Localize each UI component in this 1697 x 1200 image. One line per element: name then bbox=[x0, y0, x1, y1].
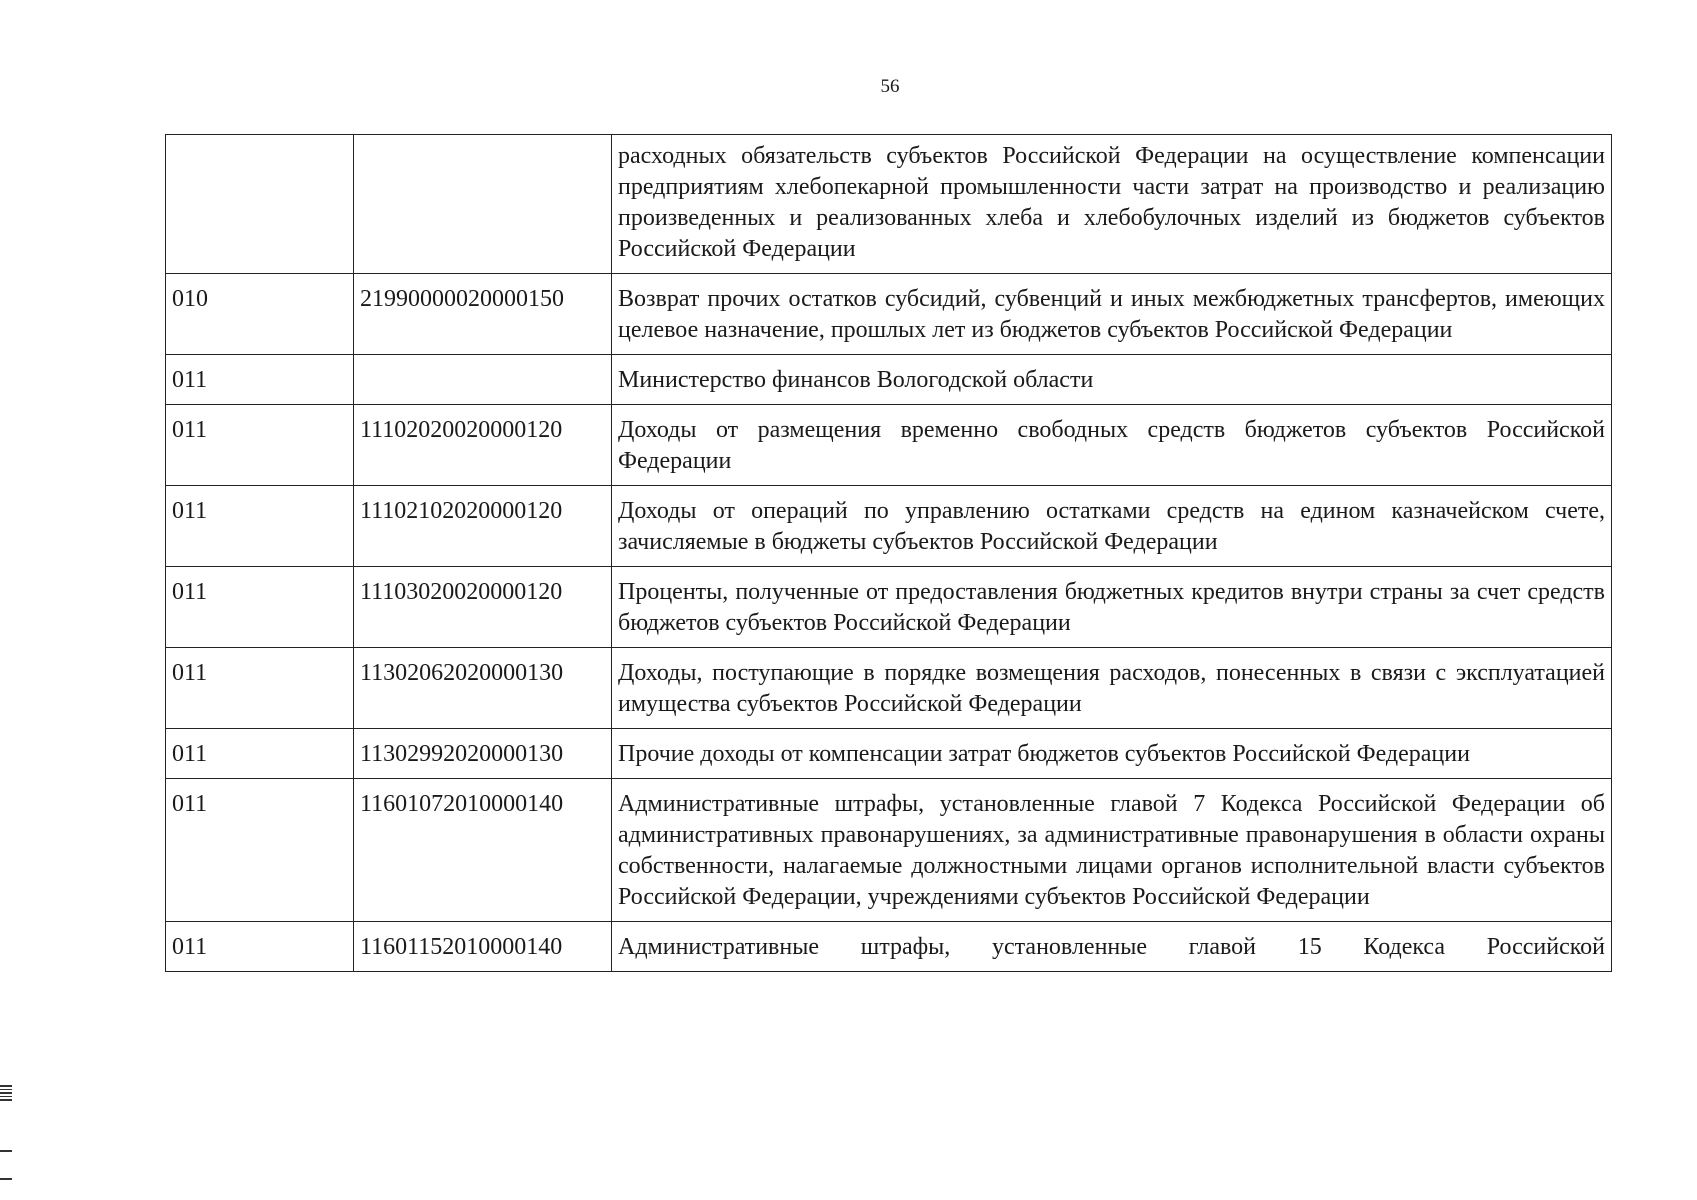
kbk-code-cell bbox=[354, 135, 612, 274]
revenue-name-cell: Возврат прочих остатков субсидий, субвенций и иных межбюджетных трансфертов, имеющих целевое назначение, прошлых лет из бюджетов субъектов Российской Федерации bbox=[612, 274, 1612, 355]
table-row bbox=[166, 135, 1612, 274]
admin-code-cell: 011 bbox=[166, 486, 354, 567]
kbk-code-cell bbox=[354, 355, 612, 405]
admin-code-cell: 011 bbox=[166, 729, 354, 779]
kbk-code-cell: 11601072010000140 bbox=[354, 779, 612, 922]
table-row bbox=[166, 274, 1612, 355]
admin-code-cell: 010 bbox=[166, 274, 354, 355]
revenue-name-cell: Доходы, поступающие в порядке возмещения расходов, понесенных в связи с эксплуатацией имущества субъектов Российской Федерации bbox=[612, 648, 1612, 729]
kbk-code-cell: 11102102020000120 bbox=[354, 486, 612, 567]
table-row bbox=[166, 779, 1612, 922]
revenue-name-cell: Министерство финансов Вологодской области bbox=[612, 355, 1612, 405]
admin-code-cell: 011 bbox=[166, 779, 354, 922]
admin-code-cell: 011 bbox=[166, 648, 354, 729]
table-row bbox=[166, 567, 1612, 648]
table-row bbox=[166, 355, 1612, 405]
scan-edge-mark bbox=[0, 1178, 12, 1180]
table-row bbox=[166, 729, 1612, 779]
admin-code-cell: 011 bbox=[166, 355, 354, 405]
revenue-name-cell: расходных обязательств субъектов Российской Федерации на осуществление компенсации предприятиям хлебопекарной промышленности части затрат на производство и реализацию произведенных и реализованных хлеба и хлебобулочных изделий из бюджетов субъектов Российской Федерации bbox=[612, 135, 1612, 274]
scan-edge-mark bbox=[0, 1150, 12, 1152]
revenue-codes-table bbox=[165, 134, 1612, 972]
kbk-code-cell: 11601152010000140 bbox=[354, 922, 612, 972]
kbk-code-cell: 21990000020000150 bbox=[354, 274, 612, 355]
kbk-code-cell: 11302992020000130 bbox=[354, 729, 612, 779]
kbk-code-cell: 11103020020000120 bbox=[354, 567, 612, 648]
revenue-name-cell: Проценты, полученные от предоставления бюджетных кредитов внутри страны за счет средств бюджетов субъектов Российской Федерации bbox=[612, 567, 1612, 648]
scan-edge-marks bbox=[0, 1085, 12, 1103]
table-row bbox=[166, 922, 1612, 972]
admin-code-cell bbox=[166, 135, 354, 274]
revenue-name-cell: Административные штрафы, установленные главой 15 Кодекса Российской bbox=[612, 922, 1612, 972]
table-row bbox=[166, 486, 1612, 567]
admin-code-cell: 011 bbox=[166, 922, 354, 972]
table-row bbox=[166, 405, 1612, 486]
table-row bbox=[166, 648, 1612, 729]
revenue-name-cell: Административные штрафы, установленные главой 7 Кодекса Российской Федерации об административных правонарушениях, за административные правонарушения в области охраны собственности, налагаемые должностными лицами органов исполнительной власти субъектов Российской Федерации, учреждениями субъектов Российской Федерации bbox=[612, 779, 1612, 922]
revenue-name-cell: Доходы от размещения временно свободных средств бюджетов субъектов Российской Федерации bbox=[612, 405, 1612, 486]
revenue-name-cell: Доходы от операций по управлению остатками средств на едином казначейском счете, зачисляемые в бюджеты субъектов Российской Федерации bbox=[612, 486, 1612, 567]
kbk-code-cell: 11102020020000120 bbox=[354, 405, 612, 486]
admin-code-cell: 011 bbox=[166, 405, 354, 486]
page-number: 56 bbox=[880, 76, 900, 97]
revenue-name-cell: Прочие доходы от компенсации затрат бюджетов субъектов Российской Федерации bbox=[612, 729, 1612, 779]
admin-code-cell: 011 bbox=[166, 567, 354, 648]
kbk-code-cell: 11302062020000130 bbox=[354, 648, 612, 729]
